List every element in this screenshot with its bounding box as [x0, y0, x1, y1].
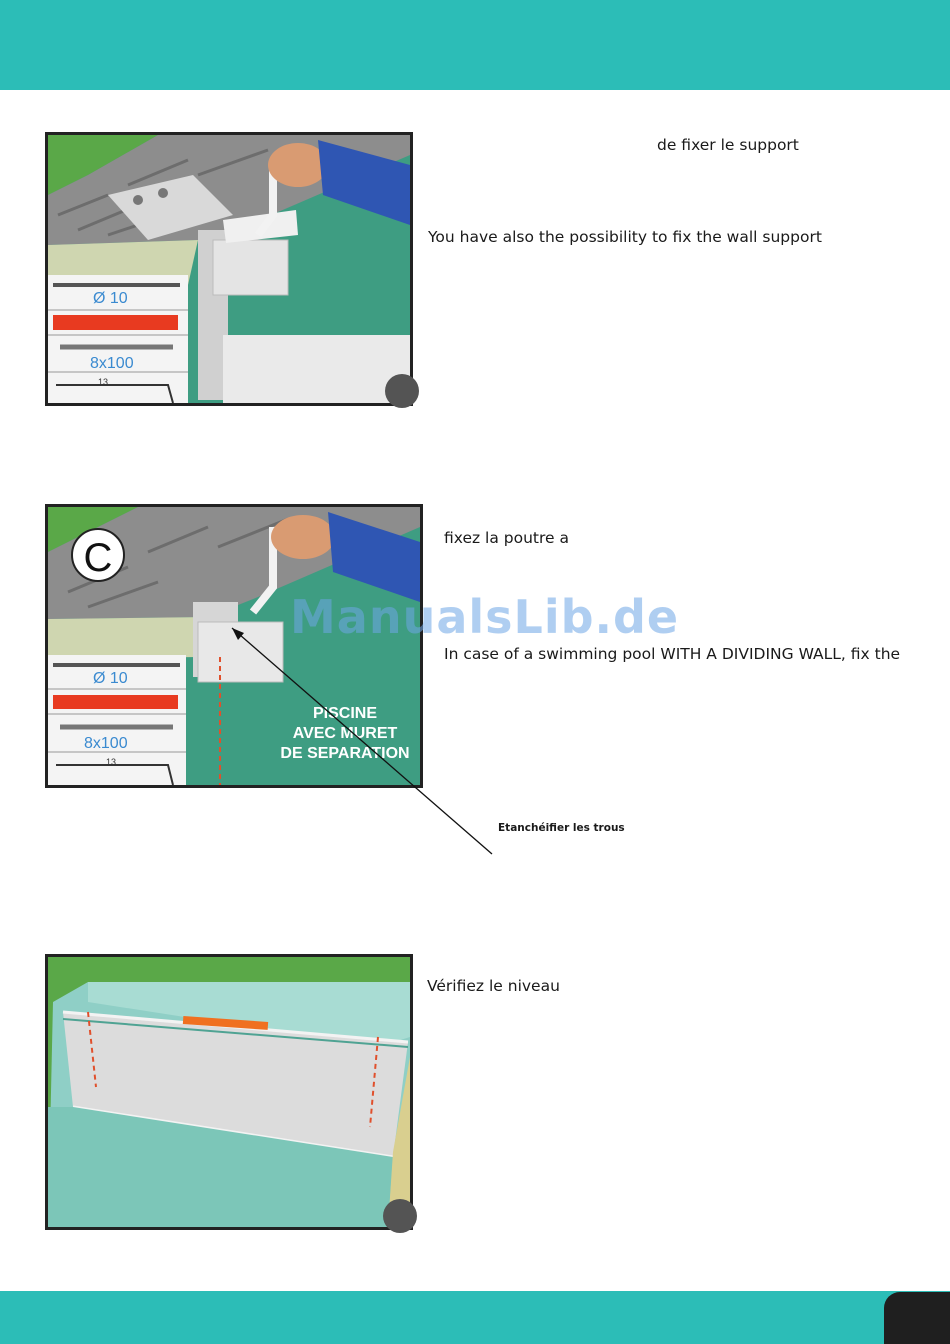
drill-size-label: Ø 10 [93, 290, 128, 307]
callout-seal-holes: Etanchéifier les trous [498, 822, 625, 834]
scene-caption-line-3: DE SEPARATION [280, 745, 410, 762]
step2-fr-text: fixez la poutre a [444, 529, 570, 547]
key-size-label: 13 [106, 757, 117, 767]
step2-en-text: In case of a swimming pool WITH A DIVIDING WALL, fix the [444, 645, 901, 663]
step3-marker-dot [383, 1199, 417, 1233]
step3-fr-text: Vérifiez le niveau [427, 977, 560, 995]
key-size-label: 13 [98, 377, 109, 387]
page-number-tab [884, 1292, 950, 1344]
scene-caption-line-2: AVEC MURET [292, 725, 398, 742]
watermark-text: ManualsLib.de [290, 590, 680, 644]
step1-fr-text: de fixer le support [657, 136, 799, 154]
screw-size-label: 8x100 [90, 355, 134, 372]
scene-caption-line-1: PISCINE [312, 705, 378, 722]
step1-en-text: You have also the possibility to fix the wall support [428, 228, 822, 246]
step3-illustration [45, 954, 413, 1230]
step-badge-letter: C [83, 536, 113, 580]
drill-size-label: Ø 10 [93, 670, 128, 687]
screw-size-label: 8x100 [84, 735, 128, 752]
footer-band [0, 1291, 950, 1344]
